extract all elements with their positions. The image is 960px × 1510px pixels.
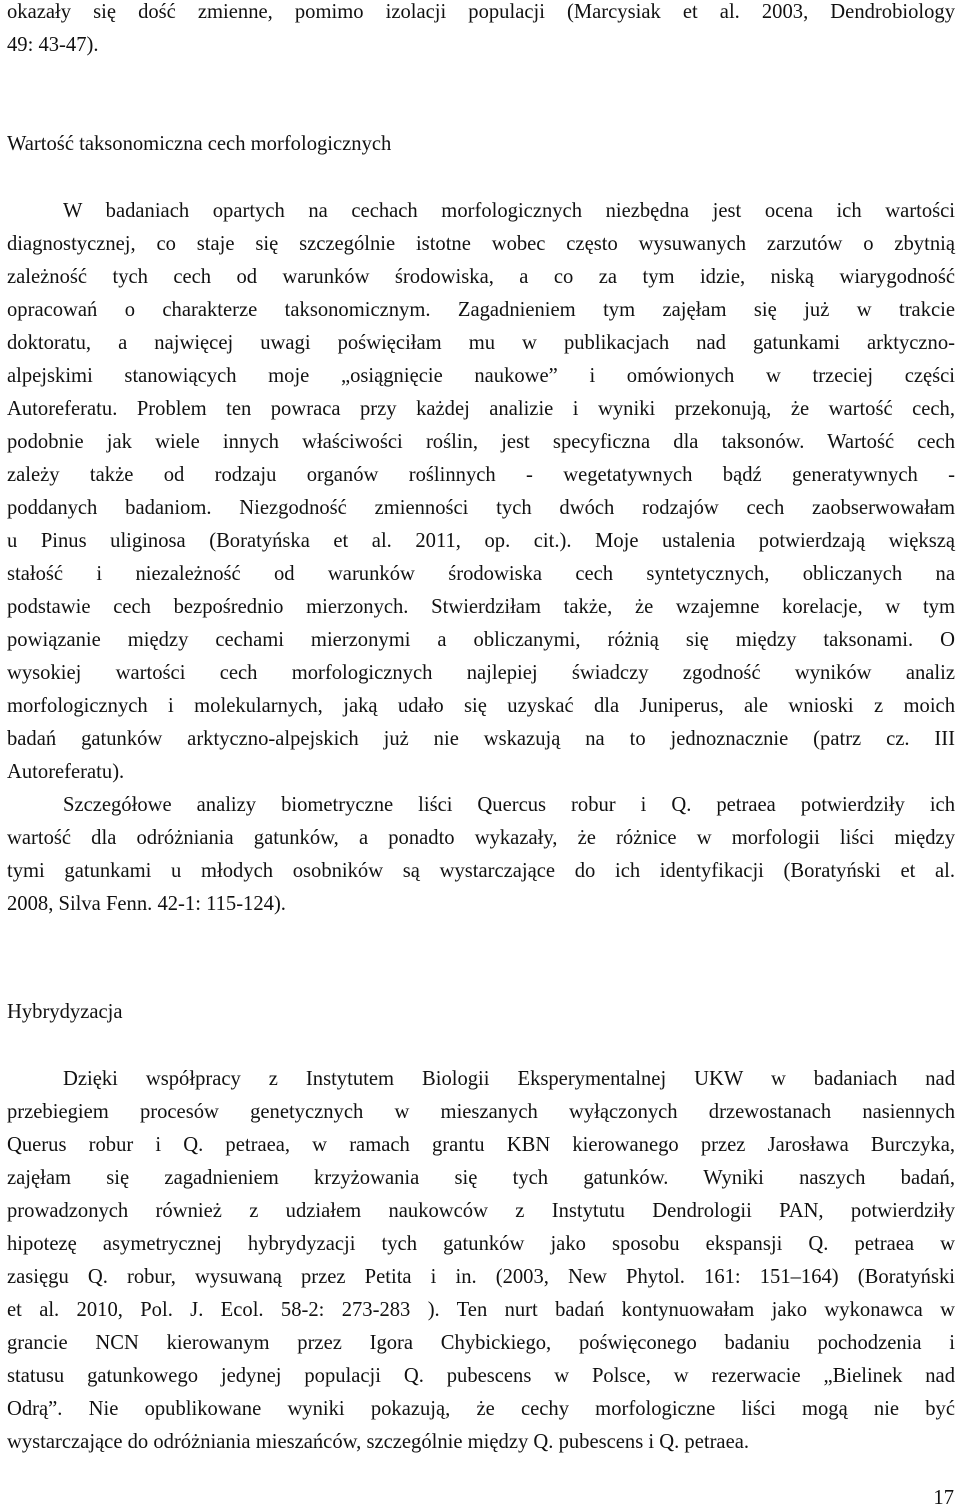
body-text-line: Autoreferatu).: [7, 761, 125, 783]
body-text-line: przebiegiem procesów genetycznych w mieszanych wyłączonych drzewostanach nasiennych: [7, 1101, 955, 1123]
body-text-line: Autoreferatu. Problem ten powraca przy każdej analizie i wyniki przekonują, że wartość cech,: [7, 398, 955, 420]
body-text-line: 49: 43-47).: [7, 34, 99, 56]
page-number: 17: [933, 1487, 954, 1509]
body-text-line: morfologicznych i molekularnych, jaką udało się uzyskać dla Juniperus, ale wnioski z moich: [7, 695, 955, 717]
body-text-line: Szczegółowe analizy biometryczne liści Quercus robur i Q. petraea potwierdziły ich: [63, 794, 955, 816]
body-text-line: wysokiej wartości cech morfologicznych najlepiej świadczy zgodność wyników analiz: [7, 662, 955, 684]
body-text-line: W badaniach opartych na cechach morfologicznych niezbędna jest ocena ich wartości: [63, 200, 955, 222]
body-text-line: zależy także od rodzaju organów roślinnych - wegetatywnych bądź generatywnych -: [7, 464, 955, 486]
section-heading-taxonomic-value: Wartość taksonomiczna cech morfologicznych: [7, 133, 392, 155]
body-text-line: stałość i niezależność od warunków środowiska cech syntetycznych, obliczanych na: [7, 563, 955, 585]
body-text-line: wystarczające do odróżniania mieszańców, szczególnie między Q. pubescens i Q. petraea.: [7, 1431, 749, 1453]
body-text-line: Odrą”. Nie opublikowane wyniki pokazują, że cechy morfologiczne liści mogą nie być: [7, 1398, 955, 1420]
body-text-line: poddanych badaniom. Niezgodność zmienności tych dwóch rodzajów cech zaobserwowałam: [7, 497, 955, 519]
body-text-line: prowadzonych również z udziałem naukowców z Instytutu Dendrologii PAN, potwierdziły: [7, 1200, 955, 1222]
body-text-line: podobnie jak wiele innych właściwości roślin, jest specyficzna dla taksonów. Wartość cech: [7, 431, 955, 453]
body-text-line: zależność tych cech od warunków środowiska, a co za tym idzie, niską wiarygodność: [7, 266, 955, 288]
body-text-line: zajęłam się zagadnieniem krzyżowania się tych gatunków. Wyniki naszych badań,: [7, 1167, 955, 1189]
body-text-line: doktoratu, a najwięcej uwagi poświęciłam mu w publikacjach nad gatunkami arktyczno-: [7, 332, 955, 354]
body-text-line: opracowań o charakterze taksonomicznym. Zagadnieniem tym zajęłam się już w trakcie: [7, 299, 955, 321]
body-text-line: hipotezę asymetrycznej hybrydyzacji tych gatunków jako sposobu ekspansji Q. petraea w: [7, 1233, 955, 1255]
section-heading-hybridization: Hybrydyzacja: [7, 1001, 123, 1023]
body-text-line: badań gatunków arktyczno-alpejskich już nie wskazują na to jednoznacznie (patrz cz. III: [7, 728, 955, 750]
body-text-line: statusu gatunkowego jedynej populacji Q. pubescens w Polsce, w rezerwacie „Bielinek nad: [7, 1365, 955, 1387]
body-text-line: Dzięki współpracy z Instytutem Biologii Eksperymentalnej UKW w badaniach nad: [63, 1068, 955, 1090]
body-text-line: okazały się dość zmienne, pomimo izolacji populacji (Marcysiak et al. 2003, Dendrobiology: [7, 1, 955, 23]
body-text-line: podstawie cech bezpośrednio mierzonych. Stwierdziłam także, że wzajemne korelacje, w tym: [7, 596, 955, 618]
body-text-line: diagnostycznej, co staje się szczególnie istotne wobec często wysuwanych zarzutów o zbytnią: [7, 233, 955, 255]
body-text-line: tymi gatunkami u młodych osobników są wystarczające do ich identyfikacji (Boratyński et al.: [7, 860, 955, 882]
body-text-line: alpejskimi stanowiących moje „osiągnięcie naukowe” i omówionych w trzeciej części: [7, 365, 955, 387]
body-text-line: 2008, Silva Fenn. 42-1: 115-124).: [7, 893, 286, 915]
body-text-line: zasięgu Q. robur, wysuwaną przez Petita i in. (2003, New Phytol. 161: 151–164) (Boratyński: [7, 1266, 955, 1288]
body-text-line: Querus robur i Q. petraea, w ramach grantu KBN kierowanego przez Jarosława Burczyka,: [7, 1134, 955, 1156]
body-text-line: wartość dla odróżniania gatunków, a ponadto wykazały, że różnice w morfologii liści między: [7, 827, 955, 849]
body-text-line: et al. 2010, Pol. J. Ecol. 58-2: 273-283 ). Ten nurt badań kontynuowałam jako wykonawca w: [7, 1299, 955, 1321]
body-text-line: powiązanie między cechami mierzonymi a obliczanymi, różnią się między taksonami. O: [7, 629, 955, 651]
body-text-line: u Pinus uliginosa (Boratyńska et al. 2011, op. cit.). Moje ustalenia potwierdzają większą: [7, 530, 955, 552]
body-text-line: grancie NCN kierowanym przez Igora Chybickiego, poświęconego badaniu pochodzenia i: [7, 1332, 955, 1354]
